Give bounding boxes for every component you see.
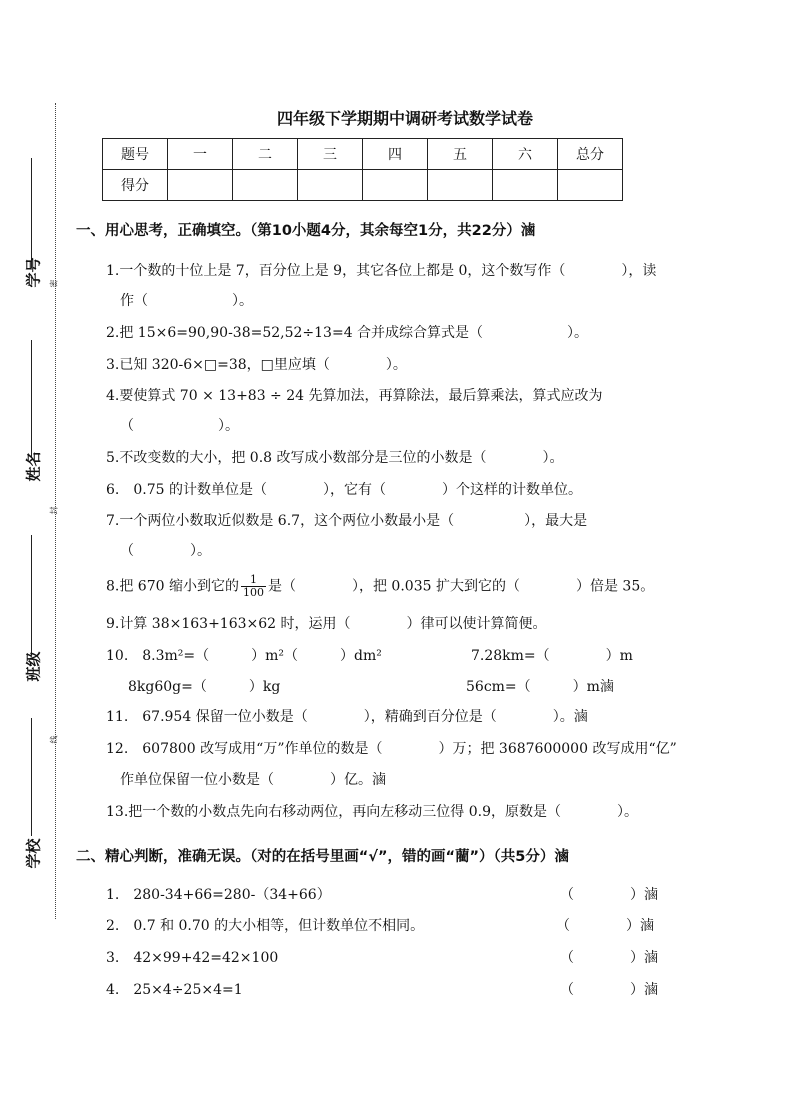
class-rule — [31, 535, 32, 655]
section1-heading: 一、用心思考，正确填空。（第10小题4分，其余每空1分，共22分）滷 — [76, 223, 536, 239]
score-cell[interactable] — [558, 170, 623, 201]
score-cell[interactable] — [298, 170, 363, 201]
fraction-one-hundredth — [241, 574, 266, 599]
judgment-item-text: 4. 25×4÷25×4=1 — [106, 982, 243, 998]
question-8-line — [106, 574, 654, 599]
score-cell[interactable] — [363, 170, 428, 201]
student-id-label: 学号 — [24, 257, 43, 288]
score-cell[interactable] — [168, 170, 233, 201]
score-header-cell: 总分 — [558, 139, 623, 170]
school-label: 学校 — [24, 838, 43, 869]
question-line: 6. 0.75 的计数单位是（ ），它有（ ）个这样的计数单位。 — [106, 482, 582, 498]
question-line: 4.要使算式 70 × 13+83 ÷ 24 先算加法，再算除法，最后算乘法，算式应改为 — [106, 388, 603, 404]
judgment-answer-bracket[interactable]: （ ）滷 — [556, 918, 654, 934]
seal-mark-xian: 线 — [49, 735, 59, 744]
score-cell[interactable] — [493, 170, 558, 201]
seal-mark-mi: 密 — [49, 279, 59, 288]
question-8-text-before: 8.把 670 缩小到它的 — [106, 578, 239, 595]
score-header-cell: 五 — [428, 139, 493, 170]
question-line: 作单位保留一位小数是（ ）亿。滷 — [120, 772, 386, 788]
fraction-denominator: 100 — [242, 586, 264, 599]
score-header-cell: 六 — [493, 139, 558, 170]
score-table — [102, 138, 623, 201]
score-row-label: 得分 — [103, 170, 168, 201]
question-line: 9.计算 38×163+163×62 时，运用（ ）律可以使计算简便。 — [106, 616, 547, 632]
question-line: 12. 607800 改写成用“万”作单位的数是（ ）万；把 3687600000 改写成用“亿” — [106, 741, 677, 757]
question-line: 13.把一个数的小数点先向右移动两位，再向左移动三位得 0.9，原数是（ ）。 — [106, 804, 638, 820]
school-rule — [31, 718, 32, 836]
question-line: 7.一个两位小数取近似数是 6.7，这个两位小数最小是（ ），最大是 — [106, 513, 588, 529]
name-rule — [31, 340, 32, 458]
score-cell[interactable] — [428, 170, 493, 201]
score-header-cell: 题号 — [103, 139, 168, 170]
question-line: 7.28km=（ ）m — [471, 648, 633, 664]
question-line: 5.不改变数的大小，把 0.8 改写成小数部分是三位的小数是（ ）。 — [106, 450, 564, 466]
seal-mark-feng: 封 — [49, 506, 59, 515]
question-line: （ ）。 — [120, 418, 239, 434]
exam-title: 四年级下学期期中调研考试数学试卷 — [276, 109, 533, 128]
class-label: 班级 — [24, 651, 43, 682]
name-label: 姓名 — [24, 451, 43, 482]
section2-heading: 二、精心判断，准确无误。（对的在括号里画“√”，错的画“藺”）（共5分）滷 — [76, 849, 569, 865]
judgment-item-text: 1. 280-34+66=280-（34+66） — [106, 887, 331, 903]
score-header-cell: 一 — [168, 139, 233, 170]
question-line: 1.一个数的十位上是 7，百分位上是 9，其它各位上都是 0，这个数写作（ ），读 — [106, 263, 657, 279]
score-table-score-row — [103, 170, 623, 201]
score-cell[interactable] — [233, 170, 298, 201]
question-line: 2.把 15×6=90,90-38=52,52÷13=4 合并成综合算式是（ ）。 — [106, 325, 589, 341]
judgment-answer-bracket[interactable]: （ ）滷 — [560, 887, 658, 903]
question-line: 作（ ）。 — [120, 293, 253, 309]
student-id-rule — [31, 158, 32, 268]
question-line: 56cm=（ ）m滷 — [466, 679, 614, 695]
score-header-cell: 二 — [233, 139, 298, 170]
score-table-header-row — [103, 139, 623, 170]
question-line: 11. 67.954 保留一位小数是（ ），精确到百分位是（ ）。滷 — [106, 709, 588, 725]
judgment-item-text: 2. 0.7 和 0.70 的大小相等，但计数单位不相同。 — [106, 918, 425, 934]
score-header-cell: 四 — [363, 139, 428, 170]
question-line: 3.已知 320-6×□=38，□里应填（ ）。 — [106, 357, 407, 373]
fraction-numerator: 1 — [241, 574, 266, 587]
judgment-answer-bracket[interactable]: （ ）滷 — [560, 982, 658, 998]
question-8-text-after: 是（ ），把 0.035 扩大到它的（ ）倍是 35。 — [267, 578, 655, 595]
question-line: 10. 8.3m²=（ ）m²（ ）dm² — [106, 648, 382, 664]
judgment-item-text: 3. 42×99+42=42×100 — [106, 950, 279, 966]
question-line: （ ）。 — [120, 543, 211, 559]
judgment-answer-bracket[interactable]: （ ）滷 — [560, 950, 658, 966]
score-header-cell: 三 — [298, 139, 363, 170]
question-line: 8kg60g=（ ）kg — [128, 679, 281, 695]
